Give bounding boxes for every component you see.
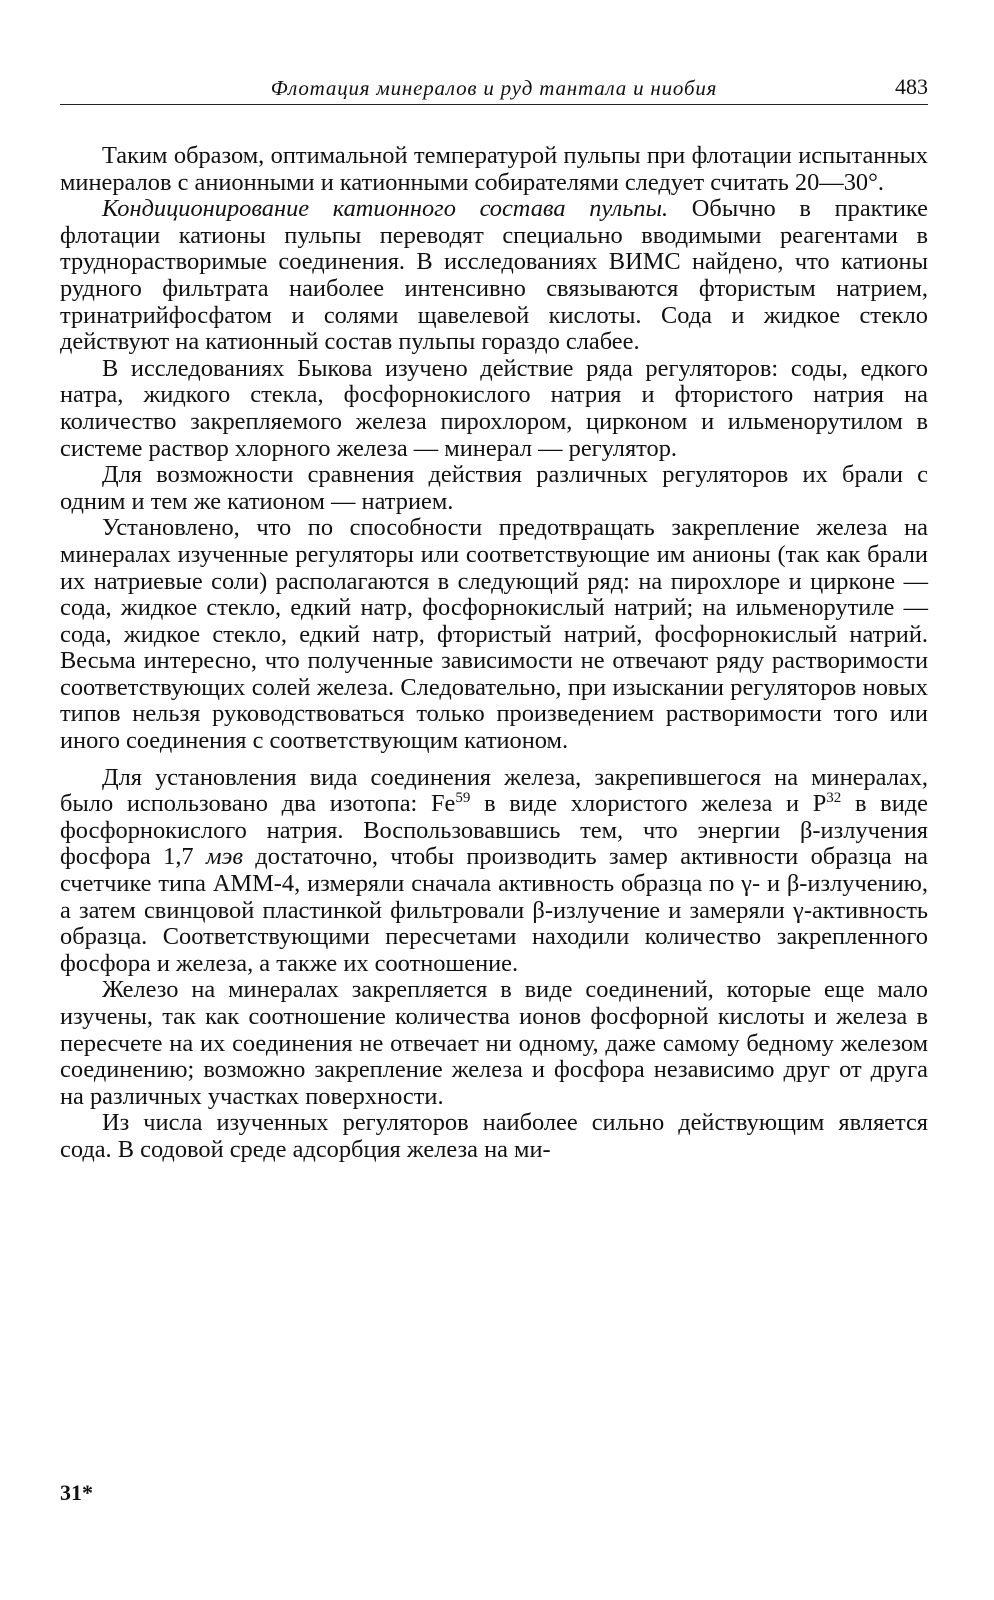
page-header [60, 70, 928, 105]
paragraph-7: Железо на минералах закрепляется в виде соединений, которые еще мало изучены, так как соотношение количества ионов фосфорной кислоты и железа в пересчете на их соединения не отвечает ни одному, даже самому бедному железом соединению; возможно закрепление железа и фосфора независимо друг от друга на различных участках поверхности. [60, 976, 928, 1110]
paragraph-5: Установлено, что по способности предотвращать закрепление железа на минералах изученные регуляторы или соответствующие им анионы (так как брали их натриевые соли) располагаются в следующий ряд: на пирохлоре и цирконе — сода, жидкое стекло, едкий натр, фосфорнокислый натрий; на ильменорутиле — сода, жидкое стекло, едкий натр, фтористый натрий, фосфорнокислый натрий. Весьма интересно, что полученные зависимости не отвечают ряду растворимости соответствующих солей железа. Следовательно, при изыскании регуляторов новых типов нельзя руководствоваться только произведением растворимости того или иного соединения с соответствующим катионом. [60, 514, 928, 755]
isotope-p-mass-number: 32 [826, 790, 842, 807]
running-title: Флотация минералов и руд тантала и ниобия [270, 76, 718, 100]
printer-signature-mark: 31* [60, 1480, 93, 1505]
paragraph-6 [60, 765, 928, 978]
paragraph-6-text-a: Для установления вида соединения железа, закрепившегося на минералах, было использовано два изотопа: Fe [60, 763, 928, 818]
section-run-in-heading: Кондиционирование катионного состава пульпы. [102, 195, 669, 223]
body-text [60, 143, 928, 1164]
paragraph-3: В исследованиях Быкова изучено действие ряда регуляторов: соды, едкого натра, жидкого стекла, фосфорнокислого натрия и фтористого натрия на количество закрепляемого железа пирохлором, цирконом и ильменорутилом в системе раствор хлорного железа — минерал — регулятор. [60, 354, 928, 462]
book-page [60, 70, 928, 1164]
energy-unit: мэв [206, 843, 243, 871]
paragraph-6-text-c: в виде фосфорнокислого натрия. Воспользовавшись тем, что энергии β-излучения фосфора 1,7 [60, 790, 928, 871]
paragraph-4: Для возможности сравнения действия различных регуляторов их брали с одним и тем же катионом — натрием. [60, 461, 928, 515]
paragraph-8: Из числа изученных регуляторов наиболее сильно действующим является сода. В содовой среде адсорбция железа на ми- [60, 1109, 928, 1163]
paragraph-2-text: Обычно в практике флотации катионы пульпы переводят специально вводимыми реагентами в труднорастворимые соединения. В исследованиях ВИМС найдено, что катионы рудного фильтрата наиболее интенсивно связываются фтористым натрием, тринатрийфосфатом и солями щавелевой кислоты. Сода и жидкое стекло действуют на катионный состав пульпы гораздо слабее. [60, 195, 928, 356]
paragraph-6-text-d: достаточно, чтобы производить замер активности образца на счетчике типа АММ-4, измеряли сначала активность образца по γ- и β-излучению, а затем свинцовой пластинкой фильтровали β-излучение и замеряли γ-активность образца. Соответствующими пересчетами находили количество закрепленного фосфора и железа, а также их соотношение. [60, 843, 928, 977]
paragraph-2 [60, 196, 928, 356]
isotope-fe-mass-number: 59 [455, 790, 471, 807]
paragraph-6-text-b: в виде хлористого железа и P [470, 790, 827, 818]
paragraph-1: Таким образом, оптимальной температурой пульпы при флотации испытанных минералов с анионными и катионными собирателями следует считать 20—30°. [60, 142, 928, 196]
page-number: 483 [895, 74, 928, 99]
